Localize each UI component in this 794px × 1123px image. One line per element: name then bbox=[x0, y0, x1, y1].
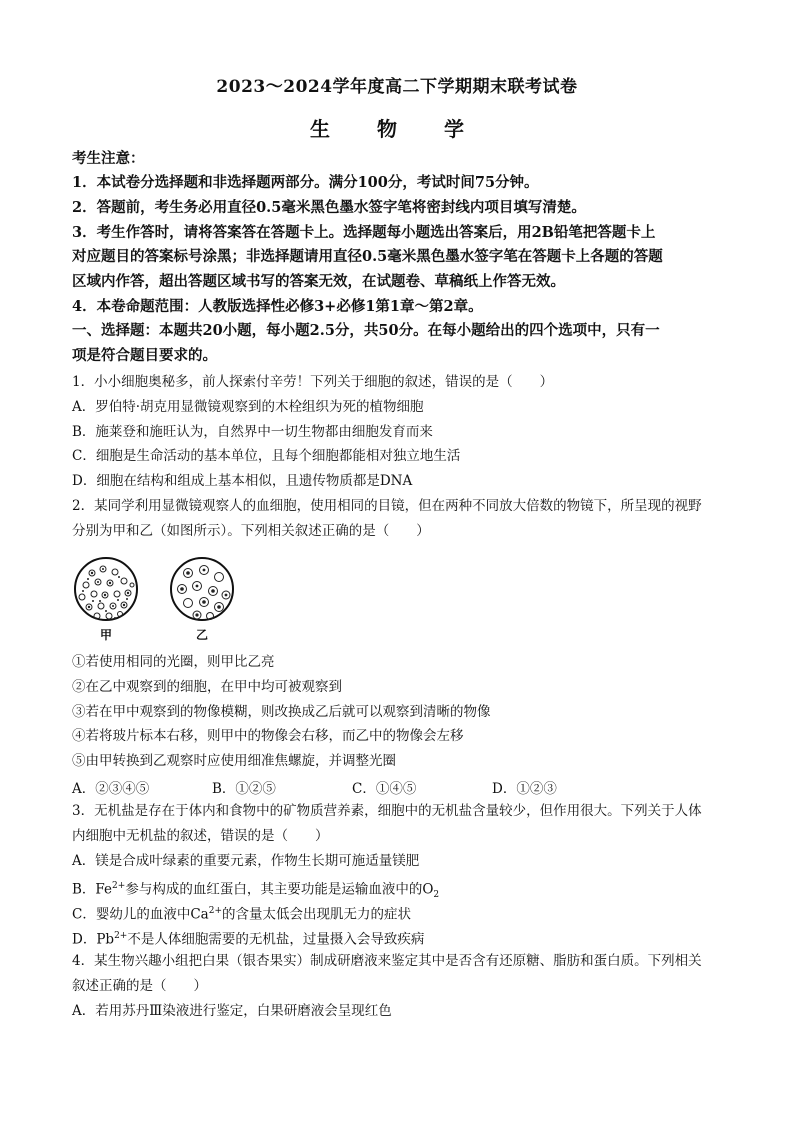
microscope-fields-figure bbox=[70, 555, 250, 645]
q4-stem-line2: 叙述正确的是（ ） bbox=[72, 978, 207, 994]
q3-option-b-sup: 2+ bbox=[112, 881, 126, 891]
q3-option-b-pre: B．Fe bbox=[72, 881, 113, 898]
q3-option-c-sup: 2+ bbox=[208, 906, 222, 916]
q2-option-d: D．①②③ bbox=[492, 781, 557, 797]
q3-option-c-post: 的含量太低会出现肌无力的症状 bbox=[222, 906, 411, 923]
q3-option-c-pre: C．婴幼儿的血液中Ca bbox=[72, 906, 209, 923]
q2-option-a: A．②③④⑤ bbox=[72, 781, 150, 797]
notice-item-4: 4．本卷命题范围：人教版选择性必修3+必修1第1章～第2章。 bbox=[72, 298, 483, 315]
q2-stem-line1: 2．某同学利用显微镜观察人的血细胞，使用相同的目镜，但在两种不同放大倍数的物镜下，所呈现的视野 bbox=[72, 498, 702, 514]
notice-item-2: 2．答题前，考生务必用直径0.5毫米黑色墨水签字笔将密封线内项目填写清楚。 bbox=[72, 199, 586, 216]
q2-statement-4: ④若将玻片标本右移，则甲中的物像会右移，而乙中的物像会左移 bbox=[72, 728, 464, 744]
q4-option-a: A．若用苏丹Ⅲ染液进行鉴定，白果研磨液会呈现红色 bbox=[72, 1003, 392, 1019]
notice-item-3-cont2: 区域内作答，超出答题区域书写的答案无效，在试题卷、草稿纸上作答无效。 bbox=[72, 273, 565, 290]
notice-item-3-cont1: 对应题目的答案标号涂黑；非选择题请用直径0.5毫米黑色墨水签字笔在答题卡上各题的答题 bbox=[72, 248, 663, 265]
field-jia-image bbox=[75, 558, 137, 620]
q3-option-b-mid: 参与构成的血红蛋白，其主要功能是运输血液中的O bbox=[125, 881, 434, 898]
q3-option-d-post: 不是人体细胞需要的无机盐，过量摄入会导致疾病 bbox=[127, 931, 425, 948]
q1-option-c: C．细胞是生命活动的基本单位，且每个细胞都能相对独立地生活 bbox=[72, 448, 461, 464]
q3-option-d bbox=[72, 927, 732, 949]
q3-stem-line2: 内细胞中无机盐的叙述，错误的是（ ） bbox=[72, 828, 329, 844]
q4-stem-line1: 4．某生物兴趣小组把白果（银杏果实）制成研磨液来鉴定其中是否含有还原糖、脂肪和蛋白质。下列相关 bbox=[72, 953, 702, 969]
q2-statement-1: ①若使用相同的光圈，则甲比乙亮 bbox=[72, 654, 275, 670]
q3-option-d-sup: 2+ bbox=[114, 931, 128, 941]
q1-stem: 1．小小细胞奥秘多，前人探索付辛劳！下列关于细胞的叙述，错误的是（ ） bbox=[72, 374, 554, 390]
field-yi-image bbox=[171, 558, 233, 620]
q3-stem-line1: 3．无机盐是存在于体内和食物中的矿物质营养素，细胞中的无机盐含量较少，但作用很大。下列关于人体 bbox=[72, 803, 702, 819]
exam-title: 2023～2024学年度高二下学期期末联考试卷 bbox=[216, 77, 578, 97]
subject-title: 生 物 学 bbox=[310, 117, 484, 141]
q1-option-a: A．罗伯特·胡克用显微镜观察到的木栓组织为死的植物细胞 bbox=[72, 399, 424, 415]
q3-option-d-pre: D．Pb bbox=[72, 931, 115, 948]
q2-option-c: C．①④⑤ bbox=[352, 781, 417, 797]
q3-option-c bbox=[72, 902, 732, 924]
q1-option-d: D．细胞在结构和组成上基本相似，且遗传物质都是DNA bbox=[72, 473, 413, 489]
figure-label-yi: 乙 bbox=[196, 628, 209, 642]
q3-option-b-sub: 2 bbox=[433, 890, 440, 901]
microscope-fields-svg bbox=[70, 555, 250, 645]
figure-label-jia: 甲 bbox=[100, 628, 113, 642]
notice-item-1: 1．本试卷分选择题和非选择题两部分。满分100分，考试时间75分钟。 bbox=[72, 174, 539, 191]
notice-heading: 考生注意： bbox=[72, 150, 145, 167]
q2-stem-line2: 分别为甲和乙（如图所示）。下列相关叙述正确的是（ ） bbox=[72, 523, 430, 539]
q2-statement-5: ⑤由甲转换到乙观察时应使用细准焦螺旋，并调整光圈 bbox=[72, 753, 396, 769]
q2-statement-2: ②在乙中观察到的细胞，在甲中均可被观察到 bbox=[72, 679, 342, 695]
section-heading-line2: 项是符合题目要求的。 bbox=[72, 347, 217, 364]
section-heading-line1: 一、选择题：本题共20小题，每小题2.5分，共50分。在每小题给出的四个选项中，只有一 bbox=[72, 322, 660, 339]
q1-option-b: B．施莱登和施旺认为，自然界中一切生物都由细胞发育而来 bbox=[72, 424, 433, 440]
notice-item-3: 3．考生作答时，请将答案答在答题卡上。选择题每小题选出答案后，用2B铅笔把答题卡上 bbox=[72, 224, 656, 241]
q2-statement-3: ③若在甲中观察到的物像模糊，则改换成乙后就可以观察到清晰的物像 bbox=[72, 704, 491, 720]
q3-option-b bbox=[72, 877, 732, 904]
q2-option-b: B．①②⑤ bbox=[212, 781, 276, 797]
q3-option-a: A．镁是合成叶绿素的重要元素，作物生长期可施适量镁肥 bbox=[72, 853, 420, 869]
